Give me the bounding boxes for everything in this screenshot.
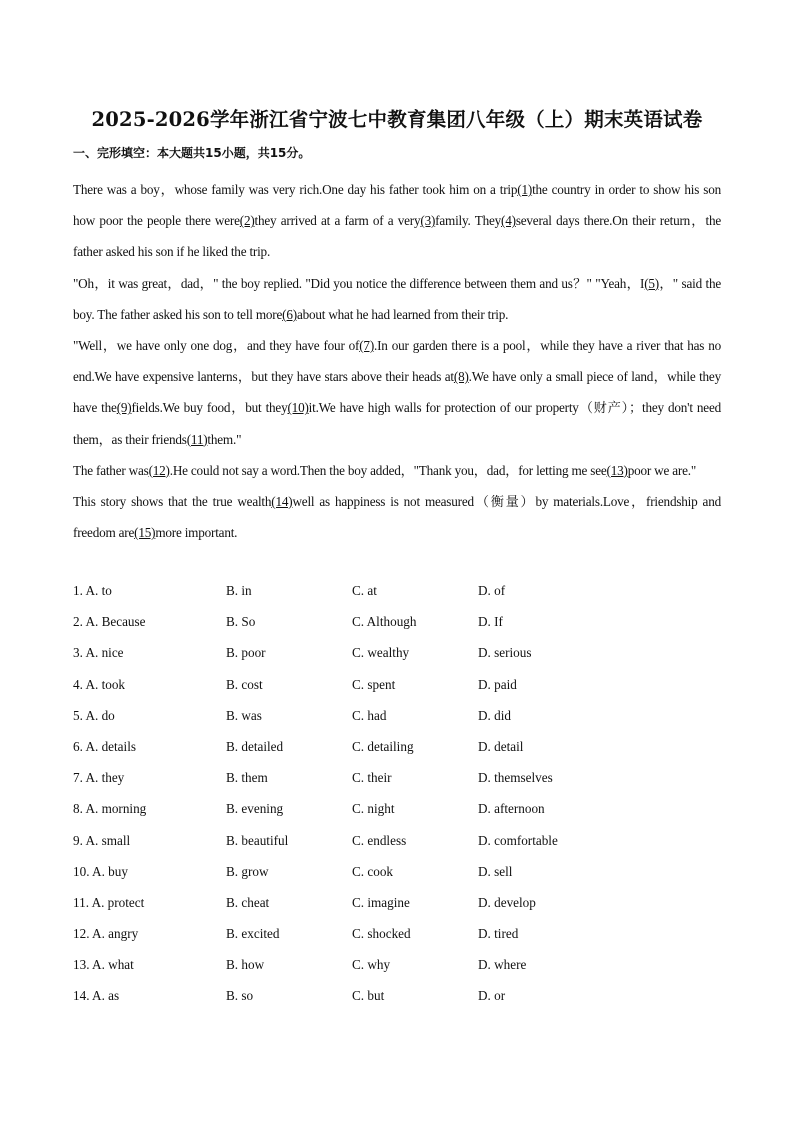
option-b: B. so [226, 988, 254, 1004]
passage-text: more important. [155, 525, 238, 541]
question-row [73, 796, 723, 827]
question-row [73, 828, 723, 859]
option-a: 3. A. nice [73, 645, 124, 661]
option-c: C. cook [352, 863, 394, 879]
option-c: C. had [352, 707, 387, 723]
section-heading: 一、完形填空：本大题共15小题，共15分。 [73, 146, 311, 160]
blank-marker: (13) [606, 462, 628, 478]
question-row [73, 578, 723, 609]
blank-marker: (6) [282, 306, 297, 322]
passage-paragraph [73, 330, 721, 455]
passage-paragraph [73, 455, 721, 486]
option-b: B. evening [226, 801, 284, 817]
option-a: 6. A. details [73, 738, 137, 754]
blank-marker: (3) [420, 213, 436, 229]
option-d: D. serious [478, 645, 532, 661]
question-row [73, 765, 723, 796]
question-row [73, 890, 723, 921]
passage-text: .In our garden there is a pool，while they have a river that has no end.We have expensive lanterns，but they have stars above their heads at [73, 338, 721, 385]
option-b: B. them [226, 770, 268, 786]
blank-marker: (5) [644, 275, 659, 291]
question-row [73, 921, 723, 952]
passage-text: ，" said the boy. The father asked his son to tell more [73, 275, 721, 322]
option-c: C. endless [352, 832, 407, 848]
option-b: B. detailed [226, 738, 284, 754]
passage-text: they arrived at a farm of a very [254, 213, 421, 229]
question-row [73, 952, 723, 983]
blank-marker: (8) [453, 369, 469, 385]
option-d: D. If [478, 614, 503, 630]
option-a: 12. A. angry [73, 926, 139, 942]
option-d: D. paid [478, 676, 517, 692]
option-b: B. So [226, 614, 256, 630]
question-row [73, 983, 723, 1014]
passage-text: well as happiness is not measured（衡量）by materials.Love，friendship and freedom are [73, 494, 721, 541]
exam-title: 2025-2026学年浙江省宁波七中教育集团八年级（上）期末英语试卷 [91, 108, 703, 131]
option-b: B. beautiful [226, 832, 289, 848]
passage-text: .He could not say a word.Then the boy added，"Thank you，dad，for letting me see [169, 462, 607, 478]
passage-text: "Oh，it was great，dad，" the boy replied. "Did you notice the difference between them and us？" "Yeah，I [73, 275, 645, 291]
option-a: 13. A. what [73, 957, 134, 973]
option-b: B. excited [226, 926, 280, 942]
option-c: C. but [352, 988, 385, 1004]
option-d: D. or [478, 988, 506, 1004]
passage-text: .We have only a small piece of land，while they have the [73, 369, 721, 416]
option-c: C. spent [352, 676, 396, 692]
option-b: B. cheat [226, 894, 270, 910]
option-c: C. shocked [352, 926, 411, 942]
question-row [73, 703, 723, 734]
passage-text: it.We have high walls for protection of our property（财产）；they don't need them，as their friends [73, 400, 722, 447]
option-a: 5. A. do [73, 707, 115, 723]
blank-marker: (4) [501, 213, 516, 229]
cloze-passage [73, 174, 721, 548]
question-row [73, 609, 723, 640]
option-b: B. was [226, 707, 262, 723]
passage-text: about what he had learned from their trip. [296, 306, 509, 322]
passage-text: the country in order to show his son how poor the people there were [73, 182, 721, 229]
passage-text: family. They [435, 213, 502, 229]
blank-marker: (12) [148, 462, 170, 478]
passage-text: This story shows that the true wealth [73, 494, 272, 510]
option-b: B. poor [226, 645, 266, 661]
blank-marker: (2) [239, 213, 255, 229]
passage-paragraph [73, 268, 721, 330]
blank-marker: (7) [359, 338, 375, 354]
option-c: C. wealthy [352, 645, 410, 661]
option-c: C. why [352, 957, 391, 973]
passage-text: several days there.On their return，the father asked his son if he liked the trip. [73, 213, 722, 260]
blank-marker: (10) [287, 400, 309, 416]
blank-marker: (9) [116, 400, 132, 416]
question-row [73, 734, 723, 765]
question-row [73, 640, 723, 671]
option-a: 2. A. Because [73, 614, 146, 630]
option-d: D. themselves [478, 770, 553, 786]
option-b: B. cost [226, 676, 263, 692]
option-d: D. did [478, 707, 511, 723]
option-b: B. grow [226, 863, 269, 879]
option-d: D. develop [478, 894, 536, 910]
option-b: B. how [226, 957, 265, 973]
passage-text: "Well，we have only one dog，and they have four of [73, 338, 360, 354]
passage-text: The father was [73, 462, 149, 478]
option-d: D. tired [478, 926, 519, 942]
option-c: C. detailing [352, 738, 414, 754]
option-a: 7. A. they [73, 770, 125, 786]
option-c: C. Although [352, 614, 417, 630]
passage-text: There was a boy，whose family was very rich.One day his father took him on a trip [73, 182, 518, 197]
option-c: C. at [352, 583, 377, 598]
passage-text: fields.We buy food，but they [131, 400, 288, 416]
option-d: D. where [478, 957, 527, 973]
option-a: 11. A. protect [73, 894, 145, 910]
answer-options [73, 578, 723, 1015]
blank-marker: (14) [271, 494, 293, 510]
option-c: C. night [352, 801, 395, 817]
option-b: B. in [226, 583, 252, 598]
passage-text: them." [207, 431, 242, 447]
option-c: C. their [352, 770, 392, 786]
passage-text: poor we are." [627, 462, 697, 478]
blank-marker: (1) [517, 182, 533, 197]
option-a: 1. A. to [73, 583, 112, 598]
option-a: 14. A. as [73, 988, 120, 1004]
option-a: 8. A. morning [73, 801, 147, 817]
blank-marker: (15) [134, 525, 156, 541]
option-a: 4. A. took [73, 676, 126, 692]
passage-paragraph [73, 486, 721, 548]
question-row [73, 859, 723, 890]
option-d: D. of [478, 583, 506, 598]
option-d: D. afternoon [478, 801, 545, 817]
option-c: C. imagine [352, 894, 410, 910]
option-d: D. sell [478, 863, 513, 879]
passage-paragraph [73, 174, 721, 268]
option-d: D. detail [478, 738, 524, 754]
option-a: 9. A. small [73, 832, 131, 848]
option-a: 10. A. buy [73, 863, 128, 879]
blank-marker: (11) [186, 431, 208, 447]
question-row [73, 672, 723, 703]
option-d: D. comfortable [478, 832, 558, 848]
